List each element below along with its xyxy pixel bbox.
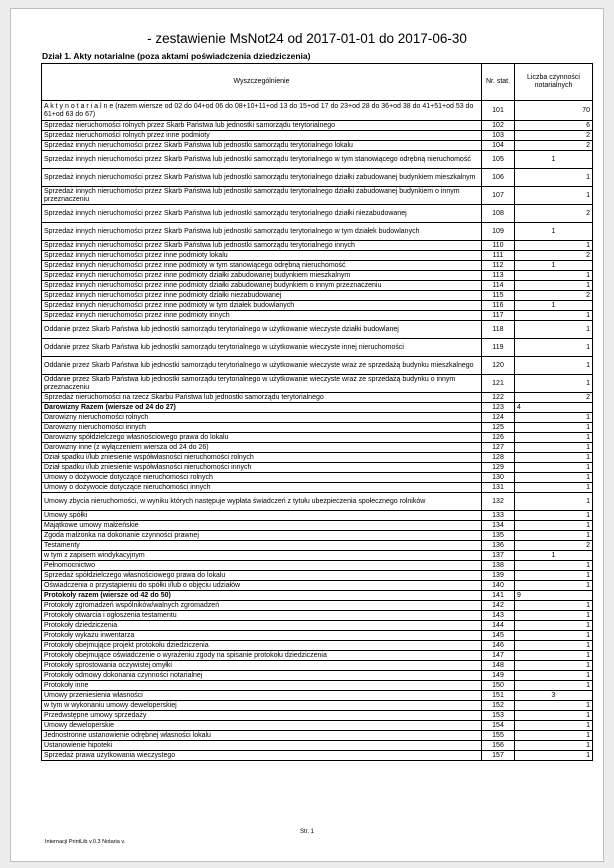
table-row (42, 571, 593, 581)
row-description: Sprzedaż nieruchomości rolnych przez Skarb Państwa lub jednostki samorządu terytorialnego (42, 121, 482, 131)
column-header-count: Liczba czynności notarialnych (515, 64, 593, 101)
row-description: w tym w wykonaniu umowy deweloperskiej (42, 701, 482, 711)
row-description: Sprzedaż innych nieruchomości przez Skarb Państwa lub jednostki samorządu terytorialnego działki zabudowanej budynkiem mieszkalnym (42, 169, 482, 187)
row-count: 1 (515, 701, 593, 711)
row-stat-number: 131 (482, 483, 515, 493)
row-stat-number: 130 (482, 473, 515, 483)
row-stat-number: 154 (482, 721, 515, 731)
table-row (42, 375, 593, 393)
row-stat-number: 139 (482, 571, 515, 581)
table-row (42, 393, 593, 403)
row-stat-number: 103 (482, 131, 515, 141)
row-count: 1 (515, 453, 593, 463)
table-row (42, 541, 593, 551)
table-row (42, 511, 593, 521)
row-count: 1 (515, 681, 593, 691)
row-stat-number: 117 (482, 311, 515, 321)
row-description: A k t y n o t a r i a l n e (razem wiersze od 02 do 04+od 06 do 08+10+11+od 13 do 15+od 17 do 23+od 28 do 36+od 38 do 41+51+od 53 do 61+od 63 do 67) (42, 101, 482, 121)
row-count: 1 (515, 271, 593, 281)
table-row (42, 321, 593, 339)
row-stat-number: 133 (482, 511, 515, 521)
row-description: Dział spadku i/lub zniesienie współwłasności nieruchomości rolnych (42, 453, 482, 463)
row-count: 1 (515, 413, 593, 423)
row-description: Umowy przeniesienia własności (42, 691, 482, 701)
table-row (42, 463, 593, 473)
table-row (42, 223, 593, 241)
table-row (42, 561, 593, 571)
row-description: Zgoda małżonka na dokonanie czynności prawnej (42, 531, 482, 541)
row-description: Sprzedaż nieruchomości rolnych przez inne podmioty (42, 131, 482, 141)
row-stat-number: 110 (482, 241, 515, 251)
row-count: 1 (515, 631, 593, 641)
table-row (42, 661, 593, 671)
row-stat-number: 119 (482, 339, 515, 357)
row-count: 1 (515, 443, 593, 453)
table-row (42, 731, 593, 741)
row-count: 1 (515, 621, 593, 631)
row-stat-number: 141 (482, 591, 515, 601)
row-count: 4 (515, 403, 593, 413)
report-page (10, 8, 604, 862)
row-stat-number: 145 (482, 631, 515, 641)
row-stat-number: 152 (482, 701, 515, 711)
row-count: 1 (515, 493, 593, 511)
table-row (42, 281, 593, 291)
table-row (42, 551, 593, 561)
row-description: Umowy spółki (42, 511, 482, 521)
row-description: Protokoły obejmujące projekt protokołu dziedziczenia (42, 641, 482, 651)
row-description: Sprzedaż innych nieruchomości przez Skarb Państwa lub jednostki samorządu terytorialnego innych (42, 241, 482, 251)
row-description: Dział spadku i/lub zniesienie współwłasności nieruchomości innych (42, 463, 482, 473)
row-stat-number: 108 (482, 205, 515, 223)
table-row (42, 691, 593, 701)
row-count: 1 (515, 241, 593, 251)
table-row (42, 751, 593, 761)
row-count: 1 (515, 301, 593, 311)
row-count: 1 (515, 169, 593, 187)
row-count: 2 (515, 131, 593, 141)
row-stat-number: 137 (482, 551, 515, 561)
row-count: 70 (515, 101, 593, 121)
row-description: Sprzedaż innych nieruchomości przez Skarb Państwa lub jednostki samorządu terytorialnego w tym działek budowlanych (42, 223, 482, 241)
row-count: 1 (515, 661, 593, 671)
table-row (42, 187, 593, 205)
row-description: Sprzedaż nieruchomości na rzecz Skarbu Państwa lub jednostki samorządu terytorialnego (42, 393, 482, 403)
row-description: Sprzedaż spółdzielczego własnościowego prawa do lokalu (42, 571, 482, 581)
row-count: 1 (515, 741, 593, 751)
table-row (42, 101, 593, 121)
row-count: 1 (515, 473, 593, 483)
row-stat-number: 104 (482, 141, 515, 151)
row-count: 2 (515, 291, 593, 301)
row-count: 1 (515, 357, 593, 375)
row-stat-number: 149 (482, 671, 515, 681)
row-count: 1 (515, 751, 593, 761)
row-description: Protokoły sprostowania oczywistej omyłki (42, 661, 482, 671)
table-row (42, 473, 593, 483)
row-description: Protokoły obejmujące oświadczenie o wyrażeniu zgody na spisanie protokołu dziedziczenia (42, 651, 482, 661)
table-body (42, 101, 593, 761)
row-count: 1 (515, 433, 593, 443)
row-stat-number: 132 (482, 493, 515, 511)
row-count: 1 (515, 463, 593, 473)
table-row (42, 581, 593, 591)
page-number: Str. 1 (299, 829, 314, 835)
row-description: Protokoły wykazu inwentarza (42, 631, 482, 641)
program-info: Internacji PrintLib v.0.3 Notaria v. (45, 839, 126, 845)
row-description: Sprzedaż innych nieruchomości przez inne podmioty działki zabudowanej budynkiem o innym przeznaczeniu (42, 281, 482, 291)
row-description: Protokoły otwarcia i ogłoszenia testamentu (42, 611, 482, 621)
row-count: 1 (515, 581, 593, 591)
statistics-table (41, 63, 593, 761)
row-description: Darowizny inne (z wyłączeniem wiersza od 24 do 26) (42, 443, 482, 453)
row-stat-number: 113 (482, 271, 515, 281)
row-count: 6 (515, 121, 593, 131)
row-stat-number: 129 (482, 463, 515, 473)
row-description: Umowy o dożywocie dotyczące nieruchomości innych (42, 483, 482, 493)
row-stat-number: 114 (482, 281, 515, 291)
row-description: Majątkowe umowy małżeńskie (42, 521, 482, 531)
row-description: Umowy zbycia nieruchomości, w wyniku których następuje wypłata świadczeń z tytułu ubezpieczenia społecznego rolników (42, 493, 482, 511)
row-stat-number: 151 (482, 691, 515, 701)
table-row (42, 651, 593, 661)
row-description: w tym z zapisem windykacyjnym (42, 551, 482, 561)
row-count: 1 (515, 375, 593, 393)
row-description: Protokoły razem (wiersze od 42 do 50) (42, 591, 482, 601)
table-row (42, 413, 593, 423)
row-count: 1 (515, 671, 593, 681)
row-stat-number: 120 (482, 357, 515, 375)
row-count: 1 (515, 311, 593, 321)
table-row (42, 339, 593, 357)
row-stat-number: 107 (482, 187, 515, 205)
row-count: 1 (515, 721, 593, 731)
row-description: Sprzedaż innych nieruchomości przez Skarb Państwa lub jednostki samorządu terytorialnego działki zabudowanej budynkiem o innym przeznaczeniu (42, 187, 482, 205)
row-stat-number: 144 (482, 621, 515, 631)
row-stat-number: 146 (482, 641, 515, 651)
row-stat-number: 134 (482, 521, 515, 531)
table-row (42, 601, 593, 611)
row-description: Darowizny nieruchomości rolnych (42, 413, 482, 423)
row-count: 2 (515, 541, 593, 551)
row-count: 1 (515, 711, 593, 721)
row-count: 2 (515, 141, 593, 151)
row-stat-number: 115 (482, 291, 515, 301)
table-row (42, 271, 593, 281)
row-description: Sprzedaż prawa użytkowania wieczystego (42, 751, 482, 761)
table-row (42, 251, 593, 261)
table-row (42, 241, 593, 251)
table-row (42, 711, 593, 721)
table-row (42, 493, 593, 511)
row-count: 1 (515, 223, 593, 241)
row-description: Sprzedaż innych nieruchomości przez inne podmioty w tym stanowiącego odrębną nieruchomość (42, 261, 482, 271)
table-row (42, 291, 593, 301)
row-count: 2 (515, 205, 593, 223)
row-count: 1 (515, 339, 593, 357)
row-count: 1 (515, 651, 593, 661)
table-row (42, 205, 593, 223)
row-stat-number: 106 (482, 169, 515, 187)
row-stat-number: 142 (482, 601, 515, 611)
column-header-description: Wyszczególnienie (42, 64, 482, 101)
row-stat-number: 126 (482, 433, 515, 443)
row-description: Darowizny spółdzielczego własnościowego prawa do lokalu (42, 433, 482, 443)
row-stat-number: 148 (482, 661, 515, 671)
row-stat-number: 153 (482, 711, 515, 721)
table-row (42, 741, 593, 751)
row-stat-number: 143 (482, 611, 515, 621)
table-row (42, 631, 593, 641)
table-row (42, 483, 593, 493)
table-row (42, 141, 593, 151)
row-stat-number: 147 (482, 651, 515, 661)
row-count: 1 (515, 531, 593, 541)
table-row (42, 169, 593, 187)
row-description: Protokoły dziedziczenia (42, 621, 482, 631)
row-description: Ustanowienie hipoteki (42, 741, 482, 751)
row-stat-number: 122 (482, 393, 515, 403)
row-description: Sprzedaż innych nieruchomości przez Skarb Państwa lub jednostki samorządu terytorialnego lokalu (42, 141, 482, 151)
table-row (42, 311, 593, 321)
table-row (42, 151, 593, 169)
report-title: - zestawienie MsNot24 od 2017-01-01 do 2017-06-30 (147, 31, 467, 46)
row-count: 1 (515, 571, 593, 581)
row-count: 1 (515, 521, 593, 531)
row-stat-number: 128 (482, 453, 515, 463)
table-row (42, 641, 593, 651)
row-description: Oddanie przez Skarb Państwa lub jednostki samorządu terytorialnego w użytkowanie wieczyste wraz ze sprzedażą budynku mieszkalnego (42, 357, 482, 375)
row-count: 1 (515, 151, 593, 169)
table-row (42, 443, 593, 453)
row-stat-number: 123 (482, 403, 515, 413)
table-row (42, 521, 593, 531)
row-description: Sprzedaż innych nieruchomości przez Skarb Państwa lub jednostki samorządu terytorialnego działki niezabudowanej (42, 205, 482, 223)
table-row (42, 403, 593, 413)
table-row (42, 721, 593, 731)
row-count: 1 (515, 187, 593, 205)
table-row (42, 121, 593, 131)
row-stat-number: 116 (482, 301, 515, 311)
table-row (42, 621, 593, 631)
table-row (42, 261, 593, 271)
row-description: Pełnomocnictwo (42, 561, 482, 571)
row-count: 1 (515, 281, 593, 291)
row-description: Przedwstępne umowy sprzedaży (42, 711, 482, 721)
row-stat-number: 138 (482, 561, 515, 571)
row-count: 1 (515, 601, 593, 611)
table-row (42, 433, 593, 443)
table-row (42, 611, 593, 621)
table-row (42, 423, 593, 433)
row-stat-number: 156 (482, 741, 515, 751)
row-description: Oddanie przez Skarb Państwa lub jednostki samorządu terytorialnego w użytkowanie wieczyste wraz ze sprzedażą budynku o innym przeznaczeniu (42, 375, 482, 393)
row-stat-number: 125 (482, 423, 515, 433)
row-description: Protokoły odmowy dokonania czynności notarialnej (42, 671, 482, 681)
table-row (42, 453, 593, 463)
row-description: Sprzedaż innych nieruchomości przez inne podmioty innych (42, 311, 482, 321)
table-row (42, 591, 593, 601)
row-description: Umowy o dożywocie dotyczące nieruchomości rolnych (42, 473, 482, 483)
row-count: 1 (515, 483, 593, 493)
row-count: 1 (515, 611, 593, 621)
row-stat-number: 157 (482, 751, 515, 761)
row-description: Darowizny nieruchomości innych (42, 423, 482, 433)
row-stat-number: 111 (482, 251, 515, 261)
table-row (42, 701, 593, 711)
row-description: Umowy deweloperskie (42, 721, 482, 731)
row-description: Protokoły zgromadzeń wspólników/walnych zgromadzeń (42, 601, 482, 611)
row-stat-number: 124 (482, 413, 515, 423)
row-description: Jednostronne ustanowienie odrębnej własności lokalu (42, 731, 482, 741)
row-description: Sprzedaż innych nieruchomości przez inne podmioty w tym działek budowlanych (42, 301, 482, 311)
row-stat-number: 105 (482, 151, 515, 169)
row-description: Oddanie przez Skarb Państwa lub jednostki samorządu terytorialnego w użytkowanie wieczyste działki budowlanej (42, 321, 482, 339)
row-count: 2 (515, 251, 593, 261)
row-stat-number: 109 (482, 223, 515, 241)
row-stat-number: 155 (482, 731, 515, 741)
row-count: 1 (515, 641, 593, 651)
table-row (42, 131, 593, 141)
row-count: 1 (515, 261, 593, 271)
row-stat-number: 127 (482, 443, 515, 453)
row-count: 3 (515, 691, 593, 701)
row-stat-number: 102 (482, 121, 515, 131)
row-description: Oświadczenia o przystąpieniu do spółki i/lub o objęciu udziałów (42, 581, 482, 591)
row-count: 1 (515, 551, 593, 561)
row-count: 2 (515, 393, 593, 403)
row-count: 1 (515, 731, 593, 741)
row-count: 1 (515, 561, 593, 571)
row-description: Sprzedaż innych nieruchomości przez inne podmioty działki zabudowanej budynkiem mieszkalnym (42, 271, 482, 281)
row-description: Protokoły inne (42, 681, 482, 691)
row-stat-number: 101 (482, 101, 515, 121)
row-description: Testamenty (42, 541, 482, 551)
column-header-stat-number: Nr. stat. (482, 64, 515, 101)
section-heading: Dział 1. Akty notarialne (poza aktami poświadczenia dziedziczenia) (42, 51, 311, 61)
table-header-row (42, 64, 593, 101)
row-count: 1 (515, 321, 593, 339)
row-description: Oddanie przez Skarb Państwa lub jednostki samorządu terytorialnego w użytkowanie wieczyste innej nieruchomości (42, 339, 482, 357)
row-stat-number: 140 (482, 581, 515, 591)
table-row (42, 357, 593, 375)
row-description: Sprzedaż innych nieruchomości przez Skarb Państwa lub jednostki samorządu terytorialnego w tym stanowiącego odrębną nieruchomość (42, 151, 482, 169)
row-description: Sprzedaż innych nieruchomości przez inne podmioty lokalu (42, 251, 482, 261)
row-count: 9 (515, 591, 593, 601)
row-stat-number: 136 (482, 541, 515, 551)
table-row (42, 301, 593, 311)
row-stat-number: 112 (482, 261, 515, 271)
row-count: 1 (515, 511, 593, 521)
row-stat-number: 150 (482, 681, 515, 691)
row-description: Darowizny Razem (wiersze od 24 do 27) (42, 403, 482, 413)
table-row (42, 671, 593, 681)
row-stat-number: 135 (482, 531, 515, 541)
row-description: Sprzedaż innych nieruchomości przez inne podmioty działki niezabudowanej (42, 291, 482, 301)
row-stat-number: 121 (482, 375, 515, 393)
row-count: 1 (515, 423, 593, 433)
row-stat-number: 118 (482, 321, 515, 339)
table-row (42, 531, 593, 541)
table-row (42, 681, 593, 691)
